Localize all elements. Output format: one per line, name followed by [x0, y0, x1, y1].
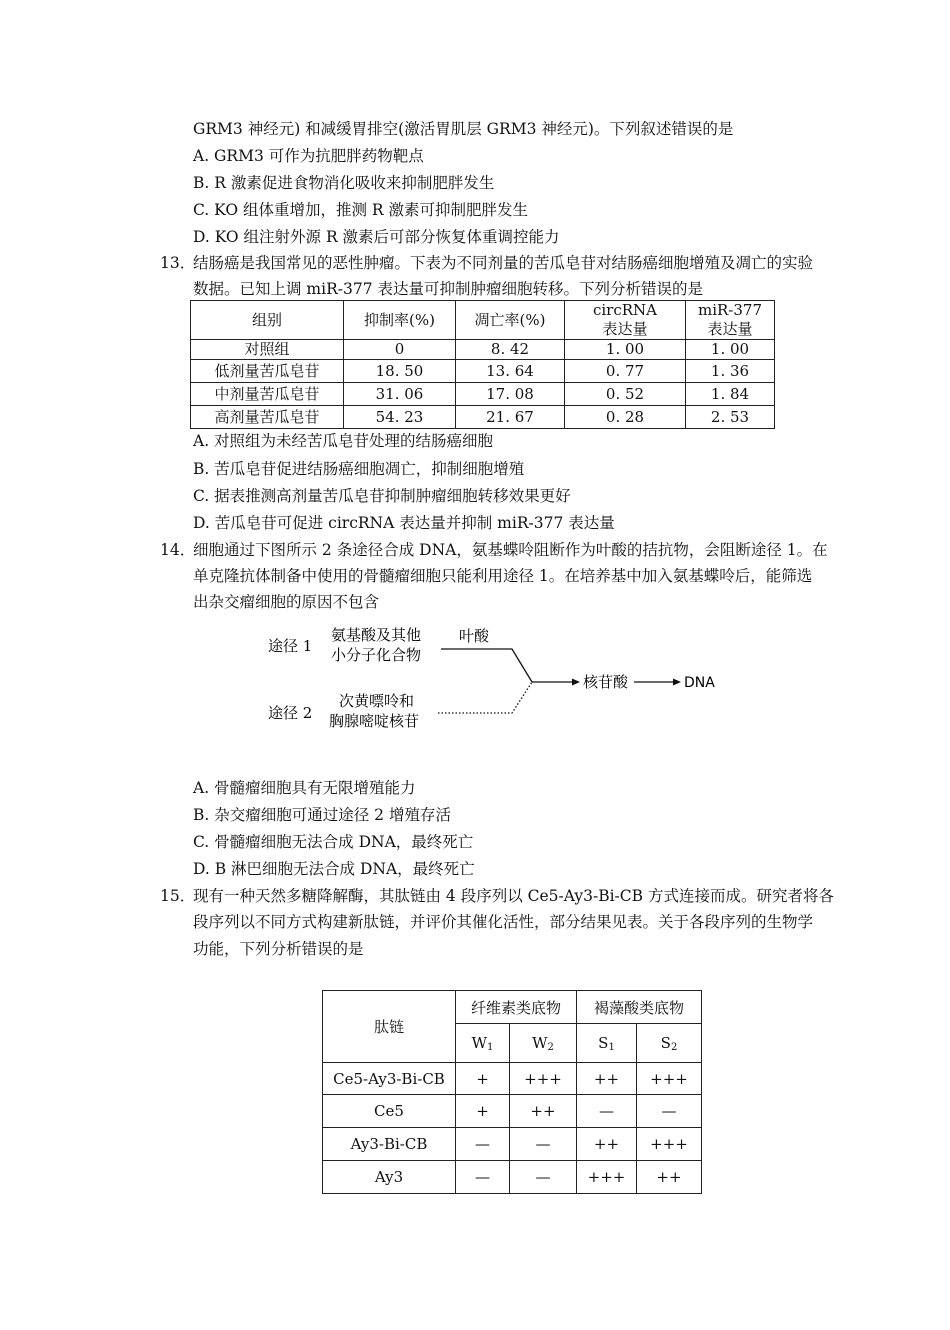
dna-label: DNA: [684, 675, 715, 691]
dna-arrowhead: [673, 679, 681, 686]
table-cell: 0. 77: [565, 360, 686, 383]
table-cell: 31. 06: [344, 383, 456, 406]
table-cell: —: [456, 1161, 510, 1194]
path2-source-line2: 胸腺嘧啶核苷: [329, 712, 420, 730]
table-cell: +++: [577, 1161, 637, 1194]
header-w1: [456, 1024, 510, 1063]
w-letter: W: [471, 1033, 488, 1052]
path2-label: 途径 2: [268, 704, 313, 722]
q14-option-a[interactable]: A. 骨髓瘤细胞具有无限增殖能力: [193, 779, 416, 797]
q13-stem-line2: 数据。已知上调 miR-377 表达量可抑制肿瘤细胞转移。下列分析错误的是: [193, 280, 704, 298]
q13-option-b[interactable]: B. 苦瓜皂苷促进结肠癌细胞凋亡，抑制细胞增殖: [193, 460, 525, 478]
table-cell: 0: [344, 340, 456, 360]
q15-activity-table: [322, 990, 702, 1194]
table-row: [323, 1095, 702, 1128]
s-letter: S: [660, 1033, 671, 1052]
q13-option-d[interactable]: D. 苦瓜皂苷可促进 circRNA 表达量并抑制 miR-377 表达量: [193, 514, 615, 532]
q15-stem-line2: 段序列以不同方式构建新肽链，并评价其催化活性，部分结果见表。关于各段序列的生物学: [193, 913, 814, 931]
table-row: [323, 1128, 702, 1161]
table-cell: 54. 23: [344, 406, 456, 429]
table-cell: 13. 64: [456, 360, 565, 383]
q12-option-d[interactable]: D. KO 组注射外源 R 激素后可部分恢复体重调控能力: [193, 228, 560, 246]
path2-source-line1: 次黄嘌呤和: [339, 692, 415, 710]
header-s2: [637, 1024, 702, 1063]
q14-option-d[interactable]: D. B 淋巴细胞无法合成 DNA，最终死亡: [193, 860, 475, 878]
q14-stem-line2: 单克隆抗体制备中使用的骨髓瘤细胞只能利用途径 1。在培养基中加入氨基蝶呤后，能筛选: [193, 567, 813, 585]
path1-line: [441, 649, 532, 682]
table-cell: Ay3-Bi-CB: [323, 1128, 456, 1161]
table-cell: +++: [637, 1128, 702, 1161]
q15-stem-line1: 现有一种天然多糖降解酶，其肽链由 4 段序列以 Ce5-Ay3-Bi-CB 方式连接而成。研究者将各: [193, 887, 834, 905]
table-cell: 高剂量苦瓜皂苷: [191, 406, 344, 429]
q14-option-c[interactable]: C. 骨髓瘤细胞无法合成 DNA，最终死亡: [193, 833, 474, 851]
header-alginate: 褐藻酸类底物: [577, 991, 702, 1024]
header-circrna: [565, 301, 686, 340]
subscript-2: 2: [547, 1041, 554, 1053]
table-row: [191, 383, 775, 406]
header-circrna-b: 表达量: [602, 320, 648, 338]
table-cell: —: [637, 1095, 702, 1128]
merge-arrowhead: [572, 679, 580, 686]
q15-number: 15．: [160, 887, 196, 905]
header-cellulose: 纤维素类底物: [456, 991, 577, 1024]
q13-data-table: [190, 300, 775, 429]
table-row: [191, 360, 775, 383]
table-cell: +++: [510, 1063, 577, 1095]
q13-option-a[interactable]: A. 对照组为未经苦瓜皂苷处理的结肠癌细胞: [193, 432, 494, 450]
header-chain: 肽链: [323, 991, 456, 1063]
table-cell: +: [456, 1095, 510, 1128]
q13-number: 13．: [160, 254, 196, 272]
dna-synthesis-pathway-diagram: [260, 620, 730, 740]
table-cell: 0. 28: [565, 406, 686, 429]
q14-stem-line3: 出杂交瘤细胞的原因不包含: [193, 593, 380, 611]
header-apoptosis: 凋亡率(%): [456, 301, 565, 340]
table-cell: +++: [637, 1063, 702, 1095]
subscript-1: 1: [487, 1041, 494, 1053]
header-w2: [510, 1024, 577, 1063]
path1-label: 途径 1: [268, 637, 313, 655]
path1-source-line1: 氨基酸及其他: [331, 626, 422, 644]
subscript-1: 1: [608, 1041, 615, 1053]
q13-option-c[interactable]: C. 据表推测高剂量苦瓜皂苷抑制肿瘤细胞转移效果更好: [193, 487, 571, 505]
header-mir377: [686, 301, 775, 340]
table-cell: 1. 00: [686, 340, 775, 360]
table-cell: Ce5: [323, 1095, 456, 1128]
table-row: [191, 406, 775, 429]
q12-option-a[interactable]: A. GRM3 可作为抗肥胖药物靶点: [193, 147, 424, 165]
table-cell: 低剂量苦瓜皂苷: [191, 360, 344, 383]
table-cell: ++: [577, 1128, 637, 1161]
q15-stem-line3: 功能，下列分析错误的是: [193, 940, 364, 958]
header-mir377-b: 表达量: [707, 320, 753, 338]
table-cell: 17. 08: [456, 383, 565, 406]
path2-dotted-line: [438, 682, 532, 713]
header-group: 组别: [191, 301, 344, 340]
table-row: [323, 1063, 702, 1095]
table-row: [191, 340, 775, 360]
header-s1: [577, 1024, 637, 1063]
table-cell: —: [510, 1128, 577, 1161]
table-cell: —: [456, 1128, 510, 1161]
table-cell: 1. 84: [686, 383, 775, 406]
header-circrna-a: circRNA: [592, 301, 658, 319]
table-cell: Ay3: [323, 1161, 456, 1194]
header-mir377-a: miR-377: [697, 301, 762, 319]
table-header-row: [323, 991, 702, 1024]
subscript-2: 2: [670, 1041, 678, 1053]
table-row: [323, 1161, 702, 1194]
table-cell: 1. 36: [686, 360, 775, 383]
q14-option-b[interactable]: B. 杂交瘤细胞可通过途径 2 增殖存活: [193, 806, 451, 824]
table-cell: 中剂量苦瓜皂苷: [191, 383, 344, 406]
table-cell: 1. 00: [565, 340, 686, 360]
table-cell: 0. 52: [565, 383, 686, 406]
folate-label: 叶酸: [459, 627, 490, 645]
table-cell: 2. 53: [686, 406, 775, 429]
path1-source-line2: 小分子化合物: [331, 646, 422, 664]
q12-stem-continuation: GRM3 神经元) 和减缓胃排空(激活胃肌层 GRM3 神经元)。下列叙述错误的是: [193, 120, 734, 138]
header-inhibition: 抑制率(%): [344, 301, 456, 340]
table-cell: —: [577, 1095, 637, 1128]
q13-stem-line1: 结肠癌是我国常见的恶性肿瘤。下表为不同剂量的苦瓜皂苷对结肠癌细胞增殖及凋亡的实验: [193, 254, 814, 272]
nucleotide-label: 核苷酸: [583, 673, 629, 691]
s-letter: S: [598, 1033, 609, 1052]
table-cell: 21. 67: [456, 406, 565, 429]
table-cell: ++: [637, 1161, 702, 1194]
table-cell: ++: [577, 1063, 637, 1095]
table-cell: 18. 50: [344, 360, 456, 383]
table-cell: —: [510, 1161, 577, 1194]
table-cell: Ce5-Ay3-Bi-CB: [323, 1063, 456, 1095]
table-cell: +: [456, 1063, 510, 1095]
w-letter: W: [532, 1033, 548, 1052]
table-header-row: [191, 301, 775, 340]
q14-stem-line1: 细胞通过下图所示 2 条途径合成 DNA，氨基蝶呤阻断作为叶酸的拮抗物，会阻断途径 1。在: [193, 541, 828, 559]
table-cell: 对照组: [191, 340, 344, 360]
q14-number: 14．: [160, 541, 196, 559]
table-cell: 8. 42: [456, 340, 565, 360]
table-cell: ++: [510, 1095, 577, 1128]
q12-option-c[interactable]: C. KO 组体重增加，推测 R 激素可抑制肥胖发生: [193, 201, 528, 219]
q12-option-b[interactable]: B. R 激素促进食物消化吸收来抑制肥胖发生: [193, 174, 495, 192]
